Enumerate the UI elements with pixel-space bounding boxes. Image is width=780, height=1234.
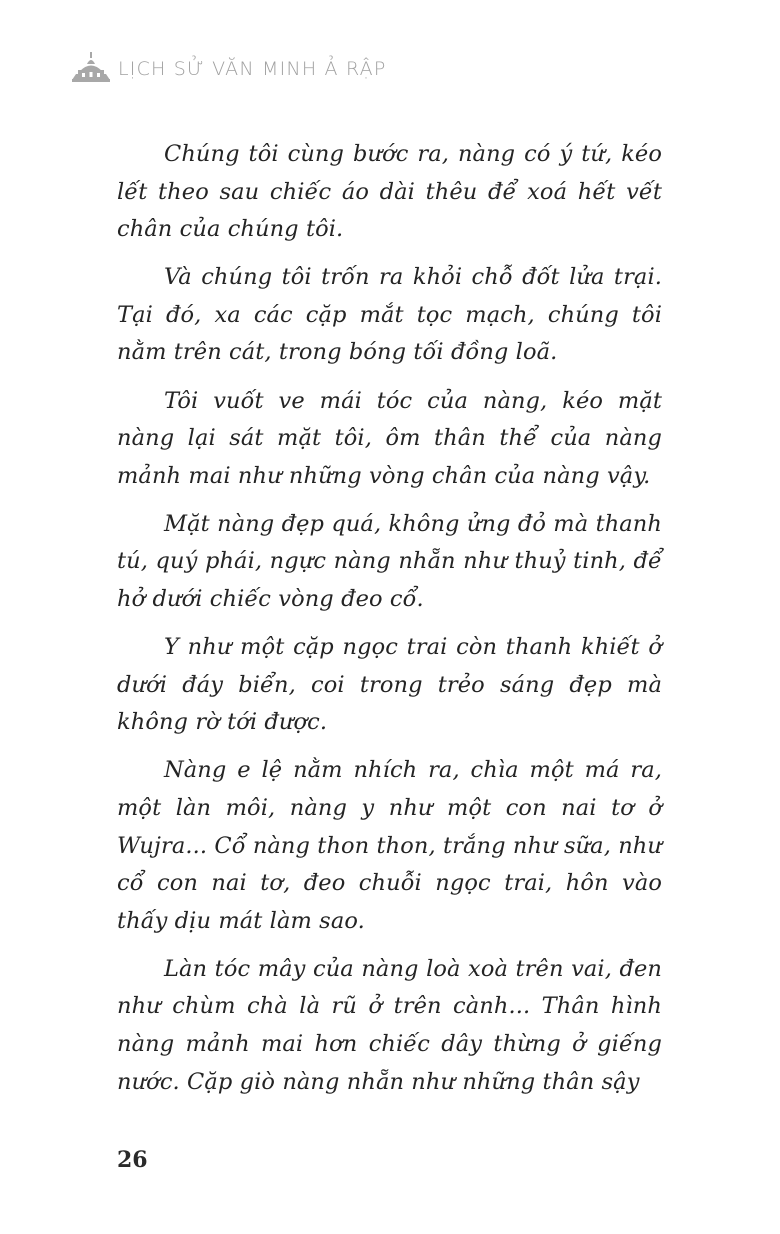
paragraph: Và chúng tôi trốn ra khỏi chỗ đốt lửa trại. Tại đó, xa các cặp mắt tọc mạch, chúng tôi nằm trên cát, trong bóng tối đồng loã. [117,264,662,366]
paragraph: Tôi vuốt ve mái tóc của nàng, kéo mặt nàng lại sát mặt tôi, ôm thân thể của nàng mảnh mai như những vòng chân của nàng vậy. [117,387,662,489]
paragraph: Y như một cặp ngọc trai còn thanh khiết ở dưới đáy biển, coi trong trẻo sáng đẹp mà không rờ tới được. [117,634,662,736]
paragraph: Mặt nàng đẹp quá, không ửng đỏ mà thanh tú, quý phái, ngực nàng nhẵn như thuỷ tinh, để hở dưới chiếc vòng đeo cổ. [117,510,662,613]
paragraph: Làn tóc mây của nàng loà xoà trên vai, đen như chùm chà là rũ ở trên cành... Thân hình nàng mảnh mai hơn chiếc dây thừng ở giếng nước. Cặp giò nàng nhẵn như những thân sậy [117,955,662,1095]
body-text [117,136,662,1112]
paragraph: Chúng tôi cùng bước ra, nàng có ý tứ, kéo lết theo sau chiếc áo dài thêu để xoá hết vết chân của chúng tôi. [117,141,662,243]
mosque-icon [72,52,110,82]
paragraph: Nàng e lệ nằm nhích ra, chìa một má ra, một làn môi, nàng y như một con nai tơ ở Wujra... Cổ nàng thon thon, trắng như sữa, như cổ con nai tơ, đeo chuỗi ngọc trai, hôn vào thấy dịu mát làm sao. [117,757,662,934]
running-header-title: LỊCH SỬ VĂN MINH Ả RẬP [118,58,387,80]
page-number: 26 [117,1147,148,1173]
running-header [72,52,386,82]
